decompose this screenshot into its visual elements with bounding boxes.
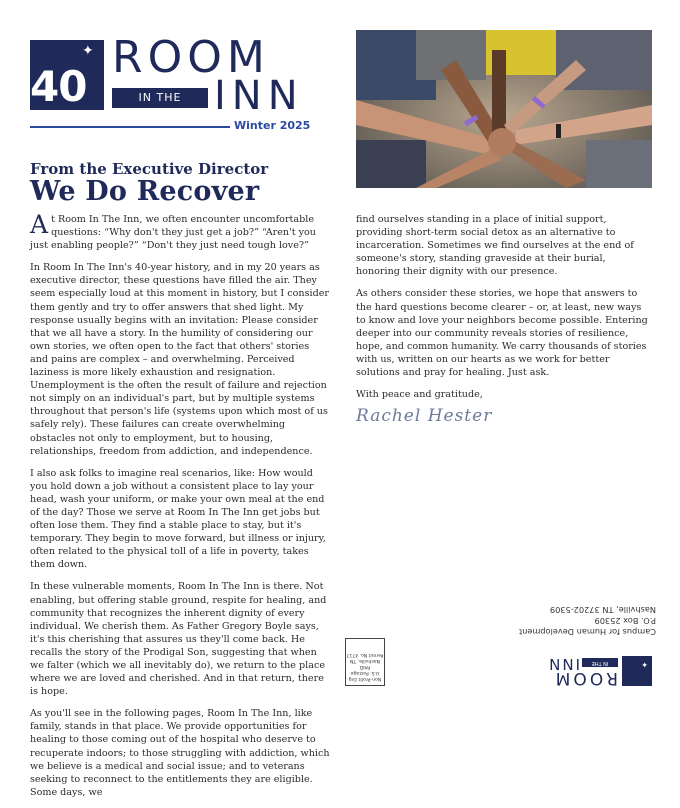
- logo-anniversary-number: 40: [30, 62, 87, 111]
- article-paragraph: find ourselves standing in a place of initial support, providing short-term social detox as an alternative to incarceration. Sometimes we find ourselves at the end of someone's story, standing graveside at their burial, honoring their dignity with our presence.: [356, 214, 634, 278]
- mini-logo-inn: INN: [547, 655, 580, 673]
- signature: Rachel Hester: [356, 406, 493, 427]
- address-line: P.O. Box 25309: [594, 616, 656, 626]
- mailing-logo: [542, 652, 652, 686]
- mini-logo-room: ROOM: [552, 668, 618, 688]
- article-paragraph: In Room In The Inn's 40-year history, and in my 20 years as executive director, these questions have filled the air. They seem especially loud at this moment in history, but I consider them gently and try to offer answers that shed light. My response usually begins with an invitation: Please consider that we all have a story. In the humility of considering our own stories, we often open to the fact that others' stories and pains are complex – and overwhelming. Perceived laziness is more likely exhaustion and resignation. Unemployment is the often the result of failure and rejection not simply on an individual's part, but by multiple systems throughout that person's life (systems upon which most of us safely rely). These failures can create overwhelming obstacles not only to employment, but to housing, relationships, freedom from addiction, and independence.: [30, 262, 329, 457]
- article-kicker: From the Executive Director: [30, 160, 269, 178]
- logo-word-inn: INN: [214, 73, 304, 119]
- postage-line: Non-Profit Org: [348, 676, 382, 681]
- logo-word-room: ROOM: [112, 32, 270, 83]
- postage-line: U.S. Postage: [350, 670, 380, 675]
- article-paragraph: I also ask folks to imagine real scenarios, like: How would you hold down a job without a consistent place to lay your head, wash your uniform, or make your own meal at the end of the day? Those we serve at Room In The Inn get jobs but often lose them. They find a stable place to stay, but it's temporary. They begin to move forward, but illness or injury, often related to the physical toll of a life in poverty, takes them down.: [30, 467, 326, 571]
- logo-word-in-the: IN THE: [112, 88, 208, 108]
- closing-line: With peace and gratitude,: [356, 389, 483, 401]
- address-line: Nashville, TN 37202-5309: [549, 605, 656, 615]
- photo-illustration: [356, 30, 652, 188]
- star-icon: ✦: [82, 43, 94, 59]
- hands-together-photo: [356, 30, 652, 188]
- article-column-1: [30, 210, 330, 808]
- article-title: We Do Recover: [30, 176, 260, 207]
- room-in-the-inn-logo: [30, 32, 304, 119]
- return-address: [506, 604, 656, 637]
- article-paragraph: As you'll see in the following pages, Room In The Inn, like family, stands in that place. We provide opportunities for healing to those coming out of the hospital who deserve to recuperate indoors; to those struggling with addiction, which we believe is a medical and social issue; and to veterans seeking to reconnect to the entitlements they are eligible. Some days, we: [30, 708, 330, 798]
- first-paragraph-text: t Room In The Inn, we often encounter uncomfortable questions: “Why don't they just get a job?” “Aren't you just enabling people?” “Don't they just need tough love?”: [30, 214, 316, 252]
- article-paragraph: [30, 210, 330, 252]
- article-paragraph: As others consider these stories, we hope that answers to the hard questions become clearer – or, at least, new ways to know and love your neighbors become possible. Entering deeper into our community reveals stories of resilience, hope, and common humanity. We carry thousands of stories with us, written on our hearts as we work for better solutions and pray for healing. Just ask.: [356, 288, 648, 379]
- article-column-2: [356, 213, 652, 427]
- article-paragraph: In these vulnerable moments, Room In The Inn is there. Not enabling, but offering stable ground, respite for healing, and community that recognizes the inherent dignity of every individual. We cherish them. As Father Gregory Boyle says, it's this cherishing that assures us they'll come back. He recalls the story of the Prodigal Son, suggesting that when we falter (which we all inevitably do), we return to the place where we are loved and cherished. And in that return, there is hope.: [30, 581, 327, 698]
- postage-indicia: [345, 638, 385, 686]
- address-line: Campus for Human Development: [518, 627, 656, 637]
- season-divider: [30, 126, 230, 128]
- postage-line: PAID: [359, 664, 371, 669]
- postage-line: Permit No. 4717: [346, 652, 384, 657]
- mini-logo-in-the: IN THE: [582, 658, 618, 667]
- postage-line: Nashville, TN: [349, 658, 381, 663]
- drop-cap: A: [30, 210, 49, 239]
- star-icon: ✦: [641, 660, 648, 669]
- issue-season: Winter 2025: [234, 119, 311, 132]
